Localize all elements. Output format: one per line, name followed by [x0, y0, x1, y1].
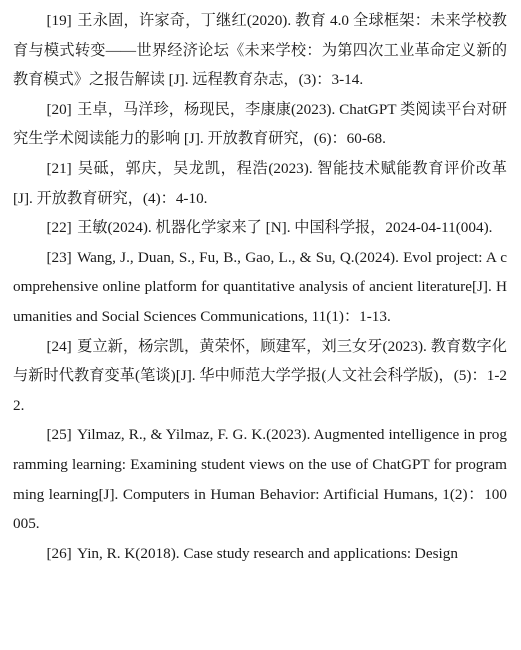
- reference-text: 夏立新，杨宗凯，黄荣怀，顾建军，刘三女牙(2023). 教育数字化与新时代教育变革(笔谈)[J]. 华中师范大学学报(人文社会科学版)，(5)：1-22.: [13, 337, 507, 414]
- reference-number: [20]: [46, 100, 72, 118]
- reference-19: [13, 6, 507, 95]
- reference-text: Yilmaz, R., & Yilmaz, F. G. K.(2023). Augmented intelligence in programming learning: Examining student views on the use of ChatGPT for programming learning[J]. Computers in Human Behavior: Artificial Humans, 1(2)：100005.: [13, 426, 507, 533]
- reference-text: 王卓，马洋珍，杨现民，李康康(2023). ChatGPT 类阅读平台对研究生学术阅读能力的影响 [J]. 开放教育研究，(6)：60-68.: [13, 100, 507, 148]
- reference-number: [23]: [46, 248, 72, 266]
- reference-text: Wang, J., Duan, S., Fu, B., Gao, L., & Su, Q.(2024). Evol project: A comprehensive online platform for quantitative analysis of ancient literature[J]. Humanities and Social Sciences Communications, 11(1)：1-13.: [13, 248, 507, 325]
- reference-23: [13, 243, 507, 332]
- reference-24: [13, 332, 507, 421]
- reference-20: [13, 95, 507, 154]
- reference-number: [19]: [46, 12, 72, 29]
- reference-number: [24]: [46, 337, 72, 355]
- reference-text: Yin, R. K(2018). Case study research and applications: Design: [77, 544, 458, 562]
- reference-number: [21]: [46, 159, 72, 177]
- reference-text: 吴砥，郭庆，吴龙凯，程浩(2023). 智能技术赋能教育评价改革 [J]. 开放教育研究，(4)：4-10.: [13, 159, 507, 207]
- reference-25: [13, 420, 507, 538]
- reference-22: [13, 213, 507, 243]
- reference-26: [13, 539, 507, 569]
- reference-21: [13, 154, 507, 213]
- reference-text: 王敏(2024). 机器化学家来了 [N]. 中国科学报，2024-04-11(004).: [77, 219, 493, 237]
- reference-number: [26]: [46, 544, 72, 562]
- reference-text: 王永固，许家奇，丁继红(2020). 教育 4.0 全球框架：未来学校教育与模式转变——世界经济论坛《未来学校：为第四次工业革命定义新的教育模式》之报告解读 [J]. 远程教育杂志，(3)：3-14.: [13, 12, 507, 89]
- reference-number: [25]: [46, 426, 72, 444]
- reference-number: [22]: [46, 219, 72, 237]
